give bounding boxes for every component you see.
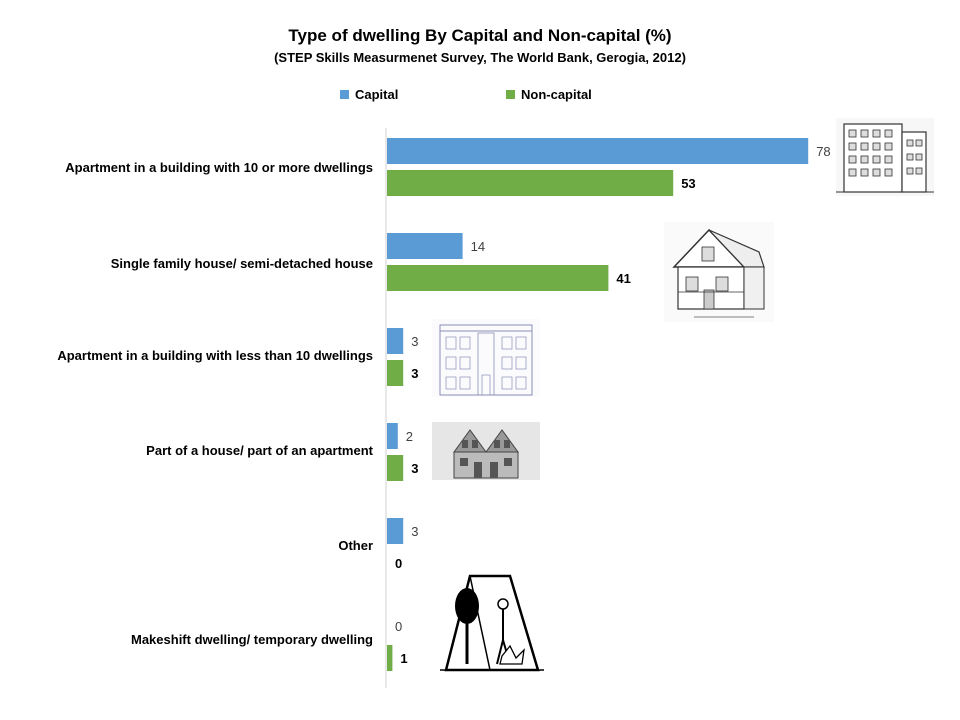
category-label: Part of a house/ part of an apartment <box>146 443 373 458</box>
bar-non-capital <box>387 455 403 481</box>
legend-label-capital: Capital <box>355 87 399 102</box>
data-label: 78 <box>816 144 831 159</box>
data-label: 1 <box>400 651 408 666</box>
bar-non-capital <box>387 265 608 291</box>
bars-group <box>387 138 831 671</box>
bar-non-capital <box>387 360 403 386</box>
data-label: 53 <box>681 176 696 191</box>
bar-non-capital <box>387 170 673 196</box>
category-label: Apartment in a building with less than 10 dwellings <box>57 348 373 363</box>
data-label: 3 <box>411 461 419 476</box>
category-label: Apartment in a building with 10 or more dwellings <box>65 160 373 175</box>
bar-capital <box>387 518 403 544</box>
data-label: 0 <box>395 619 403 634</box>
chart-title: Type of dwelling By Capital and Non-capital (%) <box>288 26 672 45</box>
data-label: 3 <box>411 366 419 381</box>
tent-icon <box>440 576 544 670</box>
apartment-block-icon <box>836 118 934 196</box>
data-label: 2 <box>405 429 414 444</box>
bar-capital <box>387 233 463 259</box>
townhouse-icon <box>432 422 540 480</box>
category-label: Single family house/ semi-detached house <box>110 256 373 271</box>
category-label: Other <box>338 538 373 553</box>
data-label: 3 <box>411 524 419 539</box>
data-label: 41 <box>616 271 631 286</box>
small-apartment-building-icon <box>432 319 540 397</box>
category-label: Makeshift dwelling/ temporary dwelling <box>131 632 373 647</box>
chart-subtitle: (STEP Skills Measurmenet Survey, The World Bank, Gerogia, 2012) <box>274 50 686 65</box>
data-label: 3 <box>411 334 419 349</box>
bar-capital <box>387 328 403 354</box>
bar-non-capital <box>387 645 392 671</box>
single-family-house-icon <box>664 222 774 322</box>
bar-capital <box>387 138 808 164</box>
legend-label-non-capital: Non-capital <box>521 87 592 102</box>
bar-capital <box>387 423 398 449</box>
data-label: 0 <box>395 556 403 571</box>
data-label: 14 <box>470 239 486 254</box>
